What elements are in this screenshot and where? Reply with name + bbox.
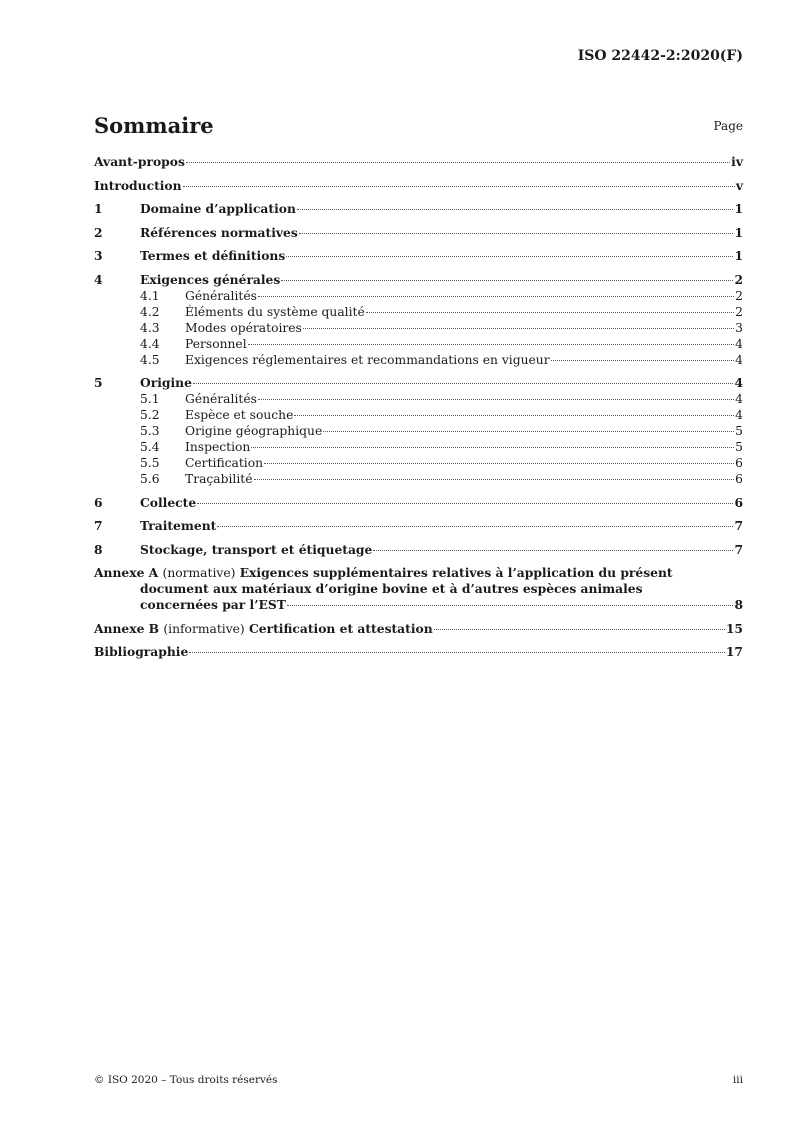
annex-type: (normative)	[162, 566, 236, 580]
toc-entry-text: Exigences réglementaires et recommandations en vigueur	[185, 352, 550, 367]
toc-entry-section-5[interactable]	[94, 375, 743, 391]
toc-entry-page: 6	[735, 472, 743, 486]
page-column-label: Page	[713, 119, 743, 133]
toc-entry-section-7[interactable]	[94, 518, 743, 534]
toc-entry-text: Généralités	[185, 392, 257, 406]
dot-leader	[264, 463, 734, 464]
toc-entry-number: 5.2	[140, 408, 160, 422]
toc-entry-page: 2	[735, 288, 743, 303]
dot-leader	[251, 447, 734, 448]
toc-entry-avant-propos[interactable]	[94, 154, 743, 170]
dot-leader	[551, 360, 735, 361]
toc-entry-page: 8	[734, 597, 743, 612]
toc-entry-page: 4	[735, 408, 743, 422]
toc-entry-subsection-4-3[interactable]	[94, 320, 743, 336]
toc-entry-subsection-5-3[interactable]	[94, 423, 743, 439]
toc-entry-text: Traitement	[140, 518, 217, 533]
toc-entry-section-4[interactable]	[94, 272, 743, 288]
toc-entry-number: 5.6	[140, 472, 160, 486]
dot-leader	[248, 344, 735, 345]
dot-leader	[258, 399, 734, 400]
toc-entry-number: 5.5	[140, 456, 160, 470]
toc-entry-subsection-4-4[interactable]	[94, 336, 743, 352]
toc-entry-text: Inspection	[185, 440, 251, 454]
toc-entry-text: Traçabilité	[185, 472, 253, 486]
toc-entry-text: Origine	[140, 375, 192, 390]
toc-entry-text: Généralités	[185, 288, 257, 303]
dot-leader	[294, 415, 734, 416]
dot-leader	[197, 503, 733, 504]
document-reference: ISO 22442-2:2020(F)	[577, 48, 743, 64]
dot-leader	[366, 312, 734, 313]
annex-title-line-2: document aux matériaux d’origine bovine et à d’autres espèces animales	[140, 581, 643, 596]
toc-entry-number: 6	[94, 494, 103, 510]
dot-leader	[189, 652, 725, 653]
toc-entry-section-1[interactable]	[94, 201, 743, 217]
dot-leader	[281, 280, 733, 281]
toc-entry-page: v	[735, 177, 743, 193]
toc-entry-subsection-5-4[interactable]	[94, 439, 743, 455]
toc-entry-number: 2	[94, 224, 103, 240]
dot-leader	[287, 605, 734, 606]
dot-leader	[299, 233, 734, 234]
dot-leader	[286, 256, 733, 257]
toc-entry-page: 4	[735, 336, 743, 351]
toc-entry-text: Avant-propos	[94, 154, 185, 169]
toc-entry-page: 6	[734, 494, 743, 510]
dot-leader	[183, 186, 735, 187]
dot-leader	[254, 479, 735, 480]
toc-entry-number: 8	[94, 541, 103, 557]
toc-entry-text: Certification	[185, 456, 264, 470]
toc-entry-page: 2	[735, 304, 743, 319]
toc-entry-subsection-4-5[interactable]	[94, 352, 743, 368]
toc-entry-page: 6	[735, 456, 743, 470]
toc-entry-number: 3	[94, 248, 103, 263]
toc-entry-page: 2	[734, 271, 743, 287]
toc-entry-text: Espèce et souche	[185, 408, 294, 422]
toc-entry-text: Bibliographie	[94, 644, 189, 659]
toc-entry-page: 7	[734, 518, 743, 533]
toc-entry-page: 15	[725, 620, 743, 636]
dot-leader	[323, 431, 734, 432]
toc-entry-bibliographie[interactable]	[94, 644, 743, 660]
dot-leader	[373, 550, 733, 551]
toc-entry-page: 5	[735, 424, 743, 438]
toc-entry-text: Domaine d’application	[140, 201, 296, 216]
toc-entry-annex-a[interactable]	[94, 565, 743, 613]
toc-entry-page: 7	[734, 541, 743, 557]
toc-entry-text: Exigences générales	[140, 271, 281, 287]
dot-leader	[193, 383, 734, 384]
toc-entry-number: 7	[94, 518, 103, 533]
toc-entry-text: Termes et définitions	[140, 248, 286, 263]
toc-entry-text: Personnel	[185, 336, 247, 351]
toc-entry-page: 4	[735, 392, 743, 406]
toc-entry-subsection-4-1[interactable]	[94, 288, 743, 304]
toc-entry-section-3[interactable]	[94, 248, 743, 264]
toc-entry-section-8[interactable]	[94, 542, 743, 558]
copyright-notice: © ISO 2020 – Tous droits réservés	[94, 1074, 278, 1086]
toc-entry-page: 17	[725, 644, 743, 659]
dot-leader	[186, 162, 730, 163]
toc-entry-page: 1	[734, 248, 743, 263]
annex-title-line-3: concernées par l’EST	[140, 597, 286, 612]
toc-entry-page: iv	[731, 154, 743, 169]
toc-entry-text: Références normatives	[140, 224, 298, 240]
toc-entry-number: 5.1	[140, 392, 160, 406]
toc-entry-number: 4.5	[140, 352, 160, 367]
dot-leader	[303, 328, 734, 329]
toc-entry-subsection-5-6[interactable]	[94, 471, 743, 487]
annex-type: (informative)	[163, 621, 245, 636]
dot-leader	[217, 526, 733, 527]
toc-entry-number: 5	[94, 375, 103, 390]
toc-entry-number: 4.1	[140, 288, 160, 303]
toc-title: Sommaire	[94, 113, 214, 138]
toc-entry-subsection-5-2[interactable]	[94, 407, 743, 423]
toc-entry-section-2[interactable]	[94, 225, 743, 241]
toc-entry-text: Origine géographique	[185, 424, 323, 438]
toc-entry-text: Introduction	[94, 177, 182, 193]
toc-entry-subsection-4-2[interactable]	[94, 304, 743, 320]
toc-entry-section-6[interactable]	[94, 495, 743, 511]
dot-leader	[297, 209, 734, 210]
annex-label: Annexe B	[94, 620, 160, 636]
toc-entry-page: 4	[735, 352, 743, 367]
toc-entry-subsection-5-5[interactable]	[94, 455, 743, 471]
annex-title-line-1: Exigences supplémentaires relatives à l’application du présent	[239, 565, 673, 580]
toc-entry-page: 1	[734, 201, 743, 216]
toc-entry-number: 4	[94, 271, 103, 287]
toc-entry-page: 5	[735, 440, 743, 454]
toc-entry-text: Modes opératoires	[185, 320, 302, 335]
toc-entry-text: Stockage, transport et étiquetage	[140, 541, 373, 557]
toc-entry-annex-b[interactable]	[94, 621, 743, 637]
toc-entry-number: 4.3	[140, 320, 160, 335]
table-of-contents	[94, 154, 743, 660]
toc-entry-text: Éléments du système qualité	[185, 304, 365, 319]
toc-entry-number: 4.4	[140, 336, 160, 351]
toc-entry-number: 5.3	[140, 424, 160, 438]
toc-entry-number: 4.2	[140, 304, 160, 319]
annex-label: Annexe A	[94, 565, 159, 580]
toc-entry-page: 3	[735, 320, 743, 335]
dot-leader	[258, 296, 734, 297]
toc-entry-page: 4	[734, 375, 743, 390]
dot-leader	[434, 629, 725, 630]
annex-title: Certification et attestation	[249, 620, 433, 636]
toc-entry-page: 1	[734, 224, 743, 240]
toc-entry-number: 1	[94, 201, 103, 216]
toc-entry-subsection-5-1[interactable]	[94, 391, 743, 407]
toc-entry-text: Collecte	[140, 494, 197, 510]
toc-entry-introduction[interactable]	[94, 178, 743, 194]
toc-entry-number: 5.4	[140, 440, 160, 454]
page-number: iii	[732, 1074, 743, 1086]
toc-title-row	[94, 113, 743, 141]
